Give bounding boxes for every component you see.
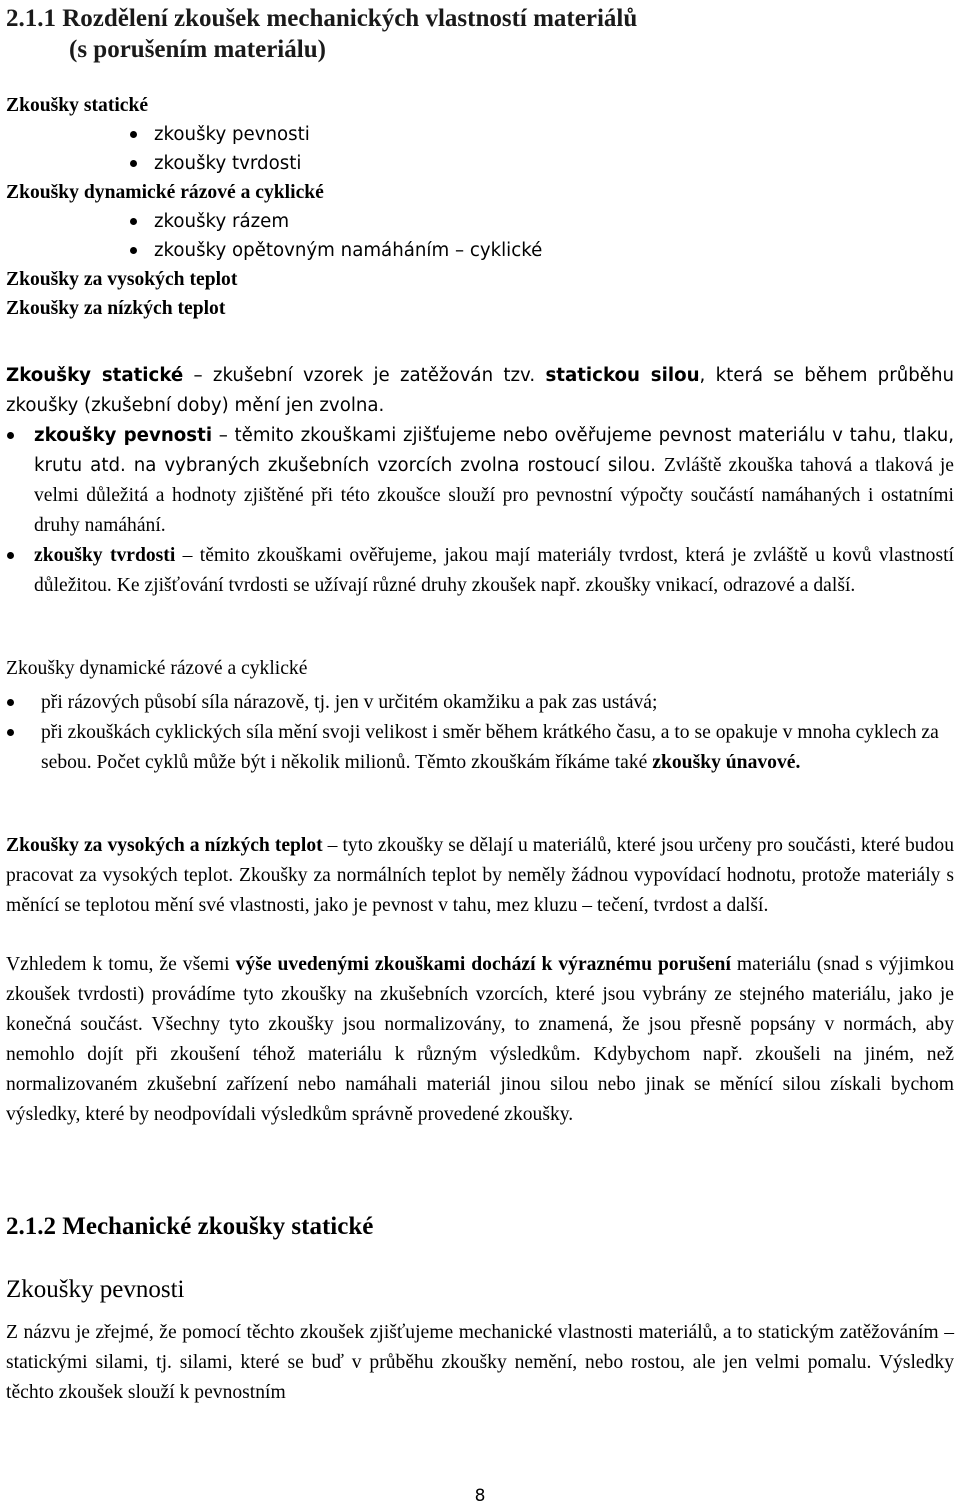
outline-static-list — [6, 120, 954, 178]
list-item: při zkouškách cyklických síla mění svoji velikost i směr během krátkého času, a to se opakuje v mnoha cyklech za sebou. Počet cyklů může být i několik milionů. Těmto zkouškám říkáme také zkoušky únavové. — [6, 718, 954, 778]
outline-low-temp-label: Zkoušky za nízkých teplot — [6, 298, 226, 319]
list-item: při rázových působí síla nárazově, tj. jen v určitém okamžiku a pak zas ustává; — [6, 688, 954, 718]
dynamic-tests-heading: Zkoušky dynamické rázové a cyklické — [6, 658, 308, 679]
dynamic-tests-list — [6, 688, 954, 778]
list-item: zkoušky rázem — [6, 207, 954, 236]
temperature-tests-paragraph: Zkoušky za vysokých a nízkých teplot – tyto zkoušky se dělají u materiálů, které jsou určeny pro součásti, které budou pracovat za vysokých teplot. Zkoušky za normálních teplot by neměly žádnou vypovídací hodnotu, protože materiály s měnící se teplotou mění své vlastnosti, jako je pevnost v tahu, mez kluzu – tečení, tvrdost a další. — [6, 835, 954, 916]
bullet-icon — [7, 699, 14, 706]
bullet-icon — [130, 160, 137, 167]
bullet-icon — [130, 218, 137, 225]
outline-static-label: Zkoušky statické — [6, 95, 149, 116]
conclusion-paragraph: Vzhledem k tomu, že všemi výše uvedenými zkouškami dochází k výraznému porušení materiálu (snad s výjimkou zkoušek tvrdosti) provádíme tyto zkoušky na zkušebních vzorcích, které jsou vybrány ze stejného materiálu, jako je konečná součást. Všechny tyto zkoušky jsou normalizovány, to znamená, že jsou přesně popsány v normách, aby nemohlo dojít při zkoušení téhož materiálu k různým výsledkům. Kdybychom např. zkoušeli na jiném, než normalizovaném zkušební zařízení nebo namáhali materiál jinou silou nebo jinak se měnící silou získali bychom výsledky, které by neodpovídali výsledkům správně provedené zkoušky. — [6, 954, 954, 1125]
strength-tests-heading: Zkoušky pevnosti — [6, 1276, 185, 1303]
test-outline — [6, 91, 954, 323]
outline-dynamic-label: Zkoušky dynamické rázové a cyklické — [6, 182, 324, 203]
bullet-icon — [7, 729, 14, 736]
bullet-icon — [130, 131, 137, 138]
list-item: zkoušky pevnosti — [6, 120, 954, 149]
static-tests-paragraph: Zkoušky statické – zkušební vzorek je zatěžován tzv. statickou silou, která se během průběhu zkoušky (zkušební doby) mění jen zvolna. — [6, 365, 955, 416]
outline-dynamic-list — [6, 207, 954, 265]
static-tests-list — [6, 421, 954, 601]
list-item: zkoušky tvrdosti – těmito zkouškami ověřujeme, jakou mají materiály tvrdost, která je zvláště u kovů vlastností důležitou. Ke zjišťování tvrdosti se užívají různé druhy zkoušek např. zkoušky vnikací, odrazové a další. — [6, 541, 954, 601]
section-heading-2-1-1: 2.1.1 Rozdělení zkoušek mechanických vlastností materiálů (s porušením materiálu) — [6, 5, 638, 63]
list-item: zkoušky opětovným namáháním – cyklické — [6, 236, 954, 265]
section-heading-2-1-2: 2.1.2 Mechanické zkoušky statické — [6, 1213, 374, 1240]
strength-tests-paragraph: Z názvu je zřejmé, že pomocí těchto zkoušek zjišťujeme mechanické vlastnosti materiálů, a to statickým zatěžováním – statickými silami, tj. silami, které se buď v průběhu zkoušky nemění, nebo rostou, ale jen velmi pomalu. Výsledky těchto zkoušek slouží k pevnostním — [6, 1322, 954, 1403]
page-number: 8 — [474, 1486, 486, 1506]
bullet-icon — [7, 432, 14, 439]
outline-high-temp-label: Zkoušky za vysokých teplot — [6, 269, 238, 290]
list-item: zkoušky tvrdosti — [6, 149, 954, 178]
list-item: zkoušky pevnosti – těmito zkouškami zjišťujeme nebo ověřujeme pevnost materiálu v tahu, tlaku, krutu atd. na vybraných zkušebních vzorcích zvolna rostoucí silou. Zvláště zkouška tahová a tlaková je velmi důležitá a hodnoty zjištěné při této zkoušce slouží pro pevnostní výpočty součástí namáhaných i ostatními druhy namáhání. — [6, 421, 954, 541]
bullet-icon — [7, 552, 14, 559]
bullet-icon — [130, 247, 137, 254]
